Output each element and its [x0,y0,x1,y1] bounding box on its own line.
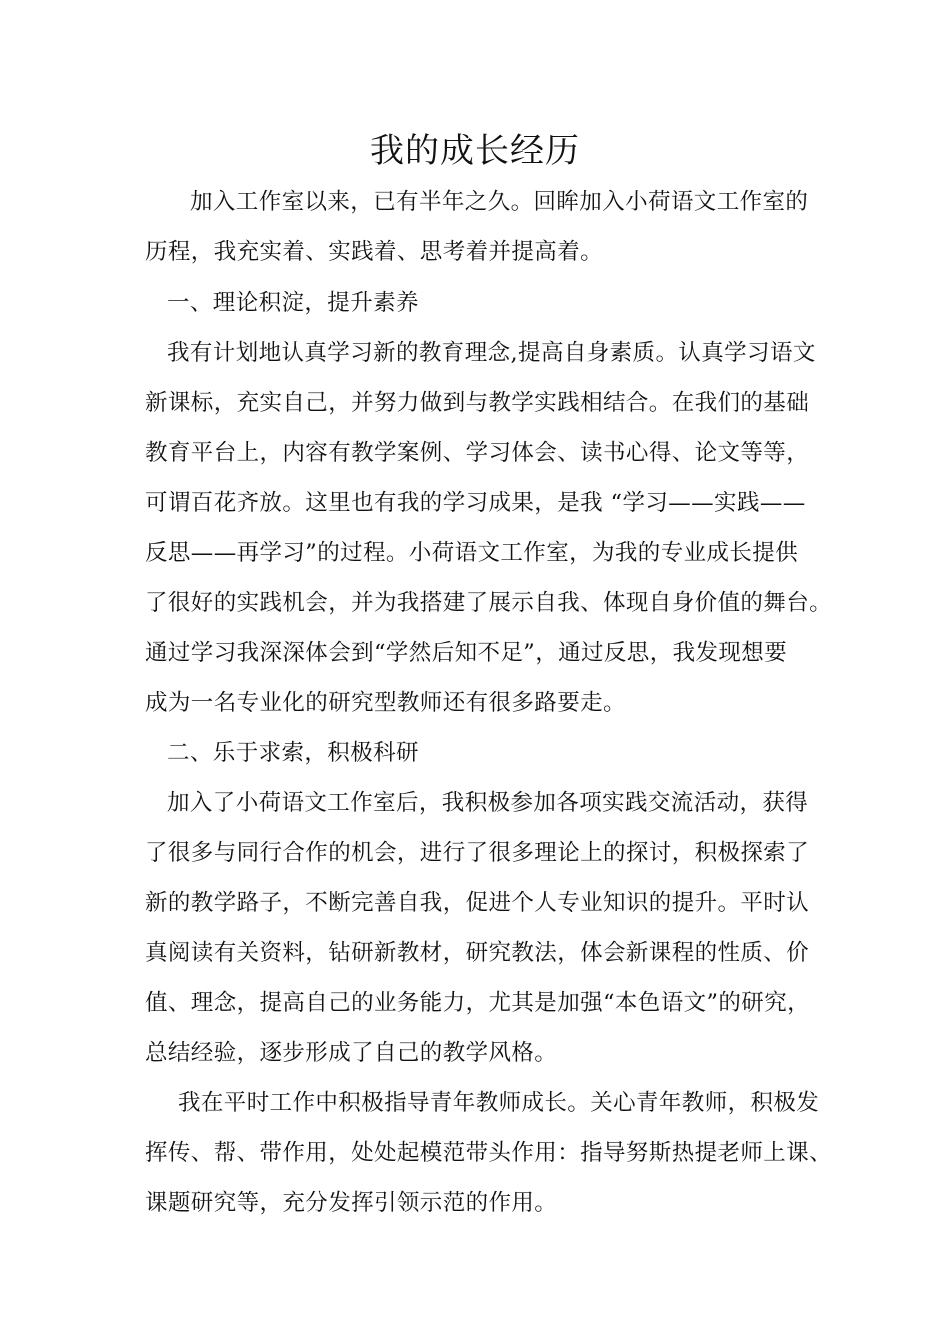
paragraph-mentoring-line-1: 我在平时工作中积极指导青年教师成长。关心青年教师，积极发 [178,1090,820,1116]
paragraph-research-line-2: 了很多与同行合作的机会，进行了很多理论上的探讨，积极探索了 [145,840,810,866]
paragraph-intro-line-1: 加入工作室以来，已有半年之久。回眸加入小荷语文工作室的 [190,189,809,215]
paragraph-theory-line-2: 新课标，充实自己，并努力做到与教学实践相结合。在我们的基础 [145,390,810,416]
paragraph-research-line-6: 总结经验，逐步形成了自己的教学风格。 [145,1040,558,1066]
paragraph-theory-line-8: 成为一名专业化的研究型教师还有很多路要走。 [145,690,626,716]
paragraph-theory-line-5: 反思——再学习”的过程。小荷语文工作室，为我的专业成长提供 [145,540,799,566]
section-heading-2: 二、乐于求索，积极科研 [167,740,419,766]
paragraph-theory-line-1: 我有计划地认真学习新的教育理念,提高自身素质。认真学习语文 [167,340,816,366]
paragraph-intro-line-2: 历程，我充实着、实践着、思考着并提高着。 [145,239,604,265]
section-heading-1: 一、理论积淀，提升素养 [167,290,419,316]
paragraph-mentoring-line-2: 挥传、帮、带作用，处处起模范带头作用：指导努斯热提老师上课、 [145,1140,833,1166]
paragraph-theory-line-4: 可谓百花齐放。这里也有我的学习成果，是我 “学习——实践—— [145,490,806,516]
paragraph-mentoring-line-3: 课题研究等，充分发挥引领示范的作用。 [145,1190,558,1216]
paragraph-research-line-1: 加入了小荷语文工作室后，我积极参加各项实践交流活动，获得 [167,790,809,816]
paragraph-theory-line-7: 通过学习我深深体会到“学然后知不足”，通过反思，我发现想要 [145,640,788,666]
paragraph-theory-line-6: 了很好的实践机会，并为我搭建了展示自我、体现自身价值的舞台。 [145,590,833,616]
paragraph-research-line-5: 值、理念，提高自己的业务能力，尤其是加强“本色语文”的研究， [145,990,811,1016]
paragraph-theory-line-3: 教育平台上，内容有教学案例、学习体会、读书心得、论文等等， [145,440,810,466]
paragraph-research-line-3: 新的教学路子，不断完善自我，促进个人专业知识的提升。平时认 [145,890,810,916]
paragraph-research-line-4: 真阅读有关资料，钻研新教材，研究教法，体会新课程的性质、价 [145,940,810,966]
document-title: 我的成长经历 [370,131,580,171]
